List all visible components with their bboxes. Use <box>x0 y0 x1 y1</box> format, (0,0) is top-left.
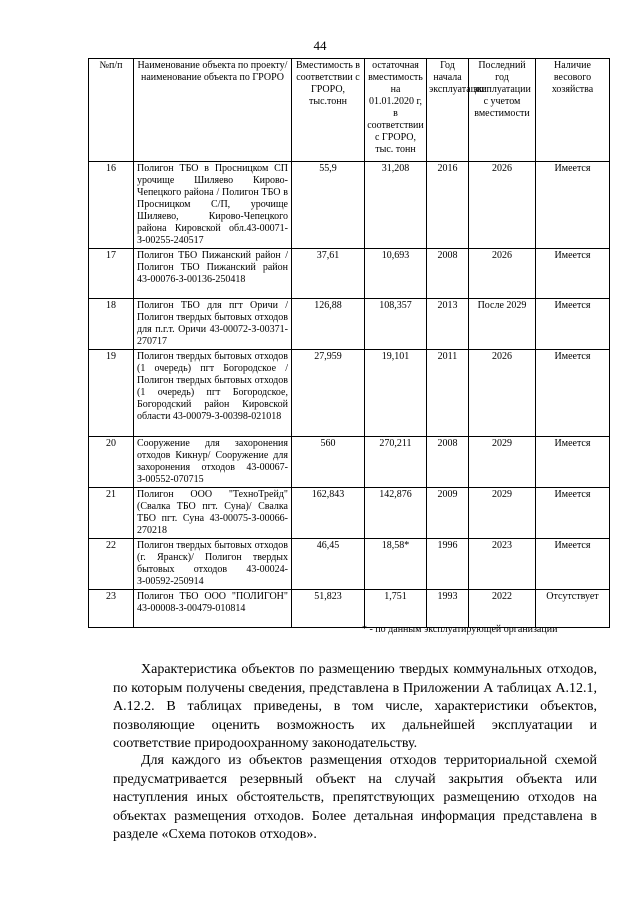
table-cell: 17 <box>89 249 134 299</box>
table-row <box>89 590 610 628</box>
table-cell: Полигон ТБО в Просницком СП урочище Шиляево Кирово-Чепецкого района / Полигон ТБО в Просницком С/П, урочище Шиляево, Кирово-Чепецкого района Кировской обл.43-00071-З-00255-240517 <box>134 162 292 249</box>
table-cell: Полигон ТБО Пижанский район / Полигон ТБО Пижанский район 43-00076-З-00136-250418 <box>134 249 292 299</box>
table-cell: 19 <box>89 350 134 437</box>
header-cell: Последний год эксплуатации с учетом вместимости <box>469 59 536 162</box>
header-cell: Наличие весового хозяйства <box>536 59 610 162</box>
table-cell: 1,751 <box>365 590 427 628</box>
table-cell: 21 <box>89 488 134 539</box>
table-cell: 1996 <box>427 539 469 590</box>
table-cell: После 2029 <box>469 299 536 350</box>
table-cell: Полигон твердых бытовых отходов (г. Яранск)/ Полигон твердых бытовых отходов 43-00024-З-00592-250914 <box>134 539 292 590</box>
table-cell: 2013 <box>427 299 469 350</box>
table-cell: 2026 <box>469 249 536 299</box>
table-cell: Имеется <box>536 539 610 590</box>
table-cell: 55,9 <box>292 162 365 249</box>
table-cell: 2011 <box>427 350 469 437</box>
paragraph: Для каждого из объектов размещения отходов территориальной схемой предусматривается резервный объект на случай закрытия объекта или наступления иных обстоятельств, препятствующих размещению отходов на объектах размещения отходов. Более детальная информация представлена в разделе «Схема потоков отходов». <box>113 753 597 843</box>
table-cell: 16 <box>89 162 134 249</box>
table-cell: Имеется <box>536 162 610 249</box>
table-row <box>89 350 610 437</box>
table-cell: 2009 <box>427 488 469 539</box>
table-cell: 51,823 <box>292 590 365 628</box>
table-cell: 27,959 <box>292 350 365 437</box>
table-cell: 2023 <box>469 539 536 590</box>
table-header-row <box>89 59 610 162</box>
table-cell: 23 <box>89 590 134 628</box>
table-cell: Полигон ООО "ТехноТрейд" (Свалка ТБО пгт. Суна)/ Свалка ТБО пгт. Суна 43-00075-З-00066-270218 <box>134 488 292 539</box>
table-cell: 142,876 <box>365 488 427 539</box>
table-cell: Сооружение для захоронения отходов Кикнур/ Сооружение для захоронения отходов 43-00067-З-00552-070715 <box>134 437 292 488</box>
table-cell: 2022 <box>469 590 536 628</box>
table-cell: 108,357 <box>365 299 427 350</box>
table-cell: Полигон твердых бытовых отходов (1 очередь) пгт Богородское / Полигон твердых бытовых отходов (1 очередь) пгт Богородское, Богородский район Кировской области 43-00079-З-00398-021018 <box>134 350 292 437</box>
header-cell: №п/п <box>89 59 134 162</box>
table-cell: 2008 <box>427 249 469 299</box>
table-cell: 1993 <box>427 590 469 628</box>
table-cell: 20 <box>89 437 134 488</box>
header-cell: Вместимость в соответствии с ГРОРО, тыс.тонн <box>292 59 365 162</box>
table-cell: 31,208 <box>365 162 427 249</box>
table-row <box>89 539 610 590</box>
table-row <box>89 249 610 299</box>
table-cell: 2016 <box>427 162 469 249</box>
table-cell: Имеется <box>536 488 610 539</box>
table-row <box>89 162 610 249</box>
header-cell: Наименование объекта по проекту/ наименование объекта по ГРОРО <box>134 59 292 162</box>
table-row <box>89 488 610 539</box>
footnote: * - по данным эксплуатирующей организации <box>362 624 558 635</box>
table-cell: 2008 <box>427 437 469 488</box>
table-row <box>89 299 610 350</box>
table-cell: 270,211 <box>365 437 427 488</box>
table-cell: 560 <box>292 437 365 488</box>
table-cell: 2026 <box>469 350 536 437</box>
table-cell: Имеется <box>536 249 610 299</box>
table-cell: 126,88 <box>292 299 365 350</box>
table-row <box>89 437 610 488</box>
header-cell: остаточная вместимость на 01.01.2020 г, в соответствии с ГРОРО, тыс. тонн <box>365 59 427 162</box>
table-cell: 2026 <box>469 162 536 249</box>
table-cell: 2029 <box>469 488 536 539</box>
table-cell: Имеется <box>536 350 610 437</box>
table-cell: 37,61 <box>292 249 365 299</box>
table-cell: Имеется <box>536 437 610 488</box>
page-number: 44 <box>313 38 327 53</box>
table-cell: 18 <box>89 299 134 350</box>
landfill-table <box>88 58 610 628</box>
header-cell: Год начала эксплуатации <box>427 59 469 162</box>
table-cell: Полигон ТБО для пгт Оричи / Полигон твердых бытовых отходов для п.г.т. Оричи 43-00072-З-00371-270717 <box>134 299 292 350</box>
table-cell: 162,843 <box>292 488 365 539</box>
table-cell: 46,45 <box>292 539 365 590</box>
table-cell: 2029 <box>469 437 536 488</box>
paragraph: Характеристика объектов по размещению твердых коммунальных отходов, по которым получены сведения, представлена в Приложении А таблицах А.12.1, А.12.2. В таблицах приведены, в том числе, характеристики объектов, позволяющие оценить возможность их дальнейшей эксплуатации и соответствие природоохранному законодательству. <box>113 662 597 752</box>
table-cell: 18,58* <box>365 539 427 590</box>
table-cell: Отсутствует <box>536 590 610 628</box>
table-cell: 10,693 <box>365 249 427 299</box>
table-cell: 22 <box>89 539 134 590</box>
table-cell: Полигон ТБО ООО "ПОЛИГОН" 43-00008-З-00479-010814 <box>134 590 292 628</box>
table-cell: 19,101 <box>365 350 427 437</box>
table-cell: Имеется <box>536 299 610 350</box>
